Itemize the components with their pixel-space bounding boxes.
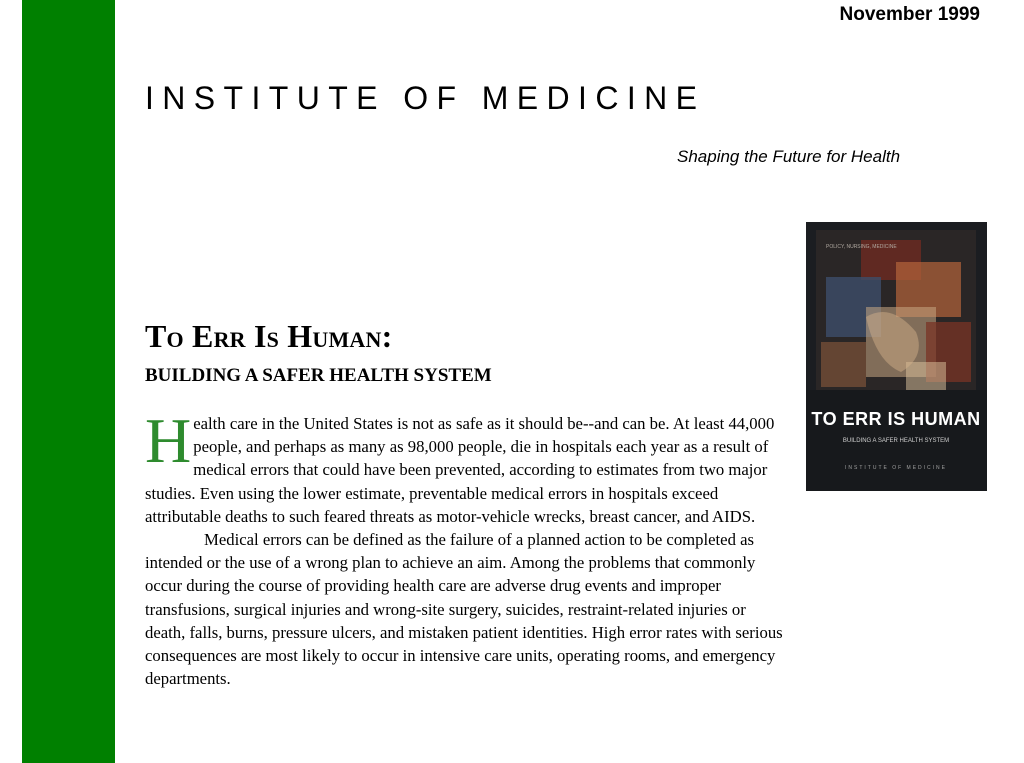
paragraph-1-text: ealth care in the United States is not as safe as it should be--and can be. At least 44,000 people, and perhaps as many as 98,000 people, die in hospitals each year as a result of medical errors that could have been prevented, according to estimates from two major studies. Even using the lower estimate, preventable medical errors in hospitals exceed attributable deaths to such feared threats as motor-vehicle wrecks, breast cancer, and AIDS.: [145, 414, 775, 526]
article-subtitle: BUILDING A SAFER HEALTH SYSTEM: [145, 365, 492, 386]
article-title: To Err Is Human:: [145, 318, 393, 354]
paragraph-1: [145, 405, 785, 528]
cover-title: TO ERR IS HUMAN: [811, 409, 981, 429]
book-cover-image: [806, 222, 987, 491]
paragraph-2: Medical errors can be defined as the failure of a planned action to be completed as intended or the use of a wrong plan to achieve an aim. Among the problems that commonly occur during the course of providing health care are adverse drug events and improper transfusions, surgical injuries and wrong-site surgery, suicides, restraint-related injuries or death, falls, burns, pressure ulcers, and mistaken patient identities. High error rates with serious consequences are most likely to occur in intensive care units, operating rooms, and emergency departments.: [145, 530, 783, 689]
organization-name: INSTITUTE OF MEDICINE: [145, 80, 706, 116]
article-body: [145, 405, 785, 690]
tagline: Shaping the Future for Health: [677, 147, 901, 166]
publication-date: November 1999: [839, 4, 980, 25]
cover-top-text: POLICY, NURSING, MEDICINE: [826, 244, 897, 250]
green-sidebar-bar: [22, 0, 115, 763]
cover-footer: INSTITUTE OF MEDICINE: [845, 465, 947, 471]
book-cover-art: [806, 222, 987, 491]
cover-subtitle: BUILDING A SAFER HEALTH SYSTEM: [842, 438, 950, 444]
drop-cap: H: [145, 405, 192, 476]
